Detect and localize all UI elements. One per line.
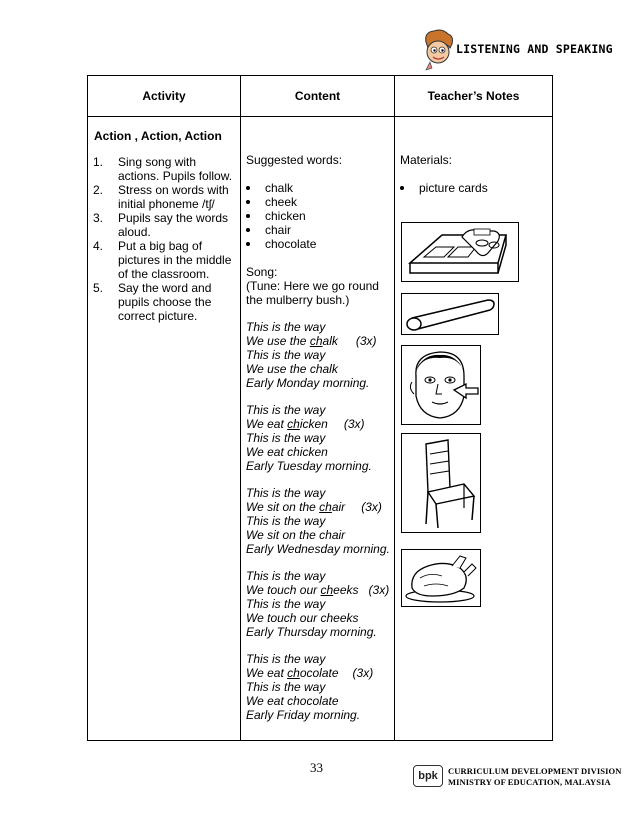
song-verse — [246, 569, 394, 639]
verse-line: Early Monday morning. — [246, 376, 370, 390]
verse-line: We touch our cheeks (3x) — [246, 583, 390, 597]
word-item — [246, 237, 394, 251]
step-item — [93, 281, 238, 323]
verse-line: We use the chalk (3x) — [246, 334, 377, 348]
page-header — [420, 28, 630, 72]
chalk-picture — [401, 293, 499, 335]
word-text: chair — [265, 223, 292, 237]
step-text: Pupils say the words aloud. — [118, 211, 229, 239]
step-text: Sing song with actions. Pupils follow. — [118, 155, 233, 183]
verse-line: This is the way — [246, 597, 326, 611]
verse-line: This is the way — [246, 486, 326, 500]
song-tune: (Tune: Here we go round the mulberry bush.) — [246, 279, 379, 307]
boy-mascot-icon — [420, 28, 456, 72]
verse-line: This is the way — [246, 320, 326, 334]
header-activity: Activity — [88, 76, 241, 117]
header-teachers-notes: Teacher’s Notes — [395, 76, 553, 117]
verse-line: This is the way — [246, 348, 326, 362]
verse-line: We sit on the chair — [246, 528, 346, 542]
suggested-words-label: Suggested words: — [246, 153, 343, 167]
materials-label: Materials: — [400, 153, 453, 167]
content-cell — [241, 117, 395, 741]
table-body-row — [88, 117, 553, 741]
song-verse — [246, 403, 394, 473]
verse-line: This is the way — [246, 403, 326, 417]
verse-line: We eat chocolate (3x) — [246, 666, 374, 680]
verse-line: We eat chicken (3x) — [246, 417, 365, 431]
word-text: chalk — [265, 181, 294, 195]
verse-line: We touch our cheeks — [246, 611, 359, 625]
verse-line: This is the way — [246, 514, 326, 528]
verse-line: We eat chicken — [246, 445, 328, 459]
word-text: cheek — [265, 195, 298, 209]
verse-line: This is the way — [246, 431, 326, 445]
step-number: 2. — [93, 183, 104, 197]
lesson-table — [87, 75, 553, 741]
verse-line: Early Thursday morning. — [246, 625, 377, 639]
step-number: 1. — [93, 155, 104, 169]
materials-list — [400, 181, 552, 195]
verse-line: Early Tuesday morning. — [246, 459, 372, 473]
activity-cell — [88, 117, 241, 741]
chocolate-bar-picture — [401, 222, 519, 282]
verse-line: Early Friday morning. — [246, 708, 361, 722]
song-verse — [246, 486, 394, 556]
division-name: CURRICULUM DEVELOPMENT DIVISION — [448, 766, 622, 776]
step-item — [93, 239, 238, 281]
page-number: 33 — [310, 760, 323, 775]
song-verse — [246, 320, 394, 390]
step-item — [93, 155, 238, 183]
step-text: Say the word and pupils choose the correct picture. — [118, 281, 212, 323]
notes-cell — [395, 117, 553, 741]
verse-line: This is the way — [246, 680, 326, 694]
step-number: 5. — [93, 281, 104, 295]
step-number: 4. — [93, 239, 104, 253]
verse-line: We eat chocolate — [246, 694, 339, 708]
verse-line: This is the way — [246, 652, 326, 666]
roast-chicken-picture — [401, 549, 481, 607]
material-text: picture cards — [419, 181, 488, 195]
verse-line: Early Wednesday morning. — [246, 542, 390, 556]
face-cheek-picture — [401, 345, 481, 425]
step-item — [93, 183, 238, 211]
word-item — [246, 195, 394, 209]
material-item — [400, 181, 552, 195]
verse-line: We sit on the chair (3x) — [246, 500, 382, 514]
header-content: Content — [241, 76, 395, 117]
word-text: chicken — [265, 209, 306, 223]
activity-steps — [88, 155, 240, 323]
bpk-logo: bpk — [413, 765, 443, 787]
section-label: LISTENING AND SPEAKING — [456, 42, 613, 56]
word-item — [246, 209, 394, 223]
step-text: Put a big bag of pictures in the middle of the classroom. — [118, 239, 232, 281]
activity-title: Action , Action, Action — [94, 129, 222, 143]
footer-institution — [448, 766, 621, 788]
chair-picture — [401, 433, 481, 533]
suggested-words-list — [246, 181, 394, 251]
table-header-row — [88, 76, 553, 117]
song-verse — [246, 652, 394, 722]
verse-line: This is the way — [246, 569, 326, 583]
step-text: Stress on words with initial phoneme /tʃ/ — [118, 183, 229, 211]
ministry-name: MINISTRY OF EDUCATION, MALAYSIA — [448, 777, 611, 787]
word-item — [246, 223, 394, 237]
song-label: Song: — [246, 265, 278, 279]
word-text: chocolate — [265, 237, 317, 251]
verse-line: We use the chalk — [246, 362, 338, 376]
step-item — [93, 211, 238, 239]
word-item — [246, 181, 394, 195]
step-number: 3. — [93, 211, 104, 225]
